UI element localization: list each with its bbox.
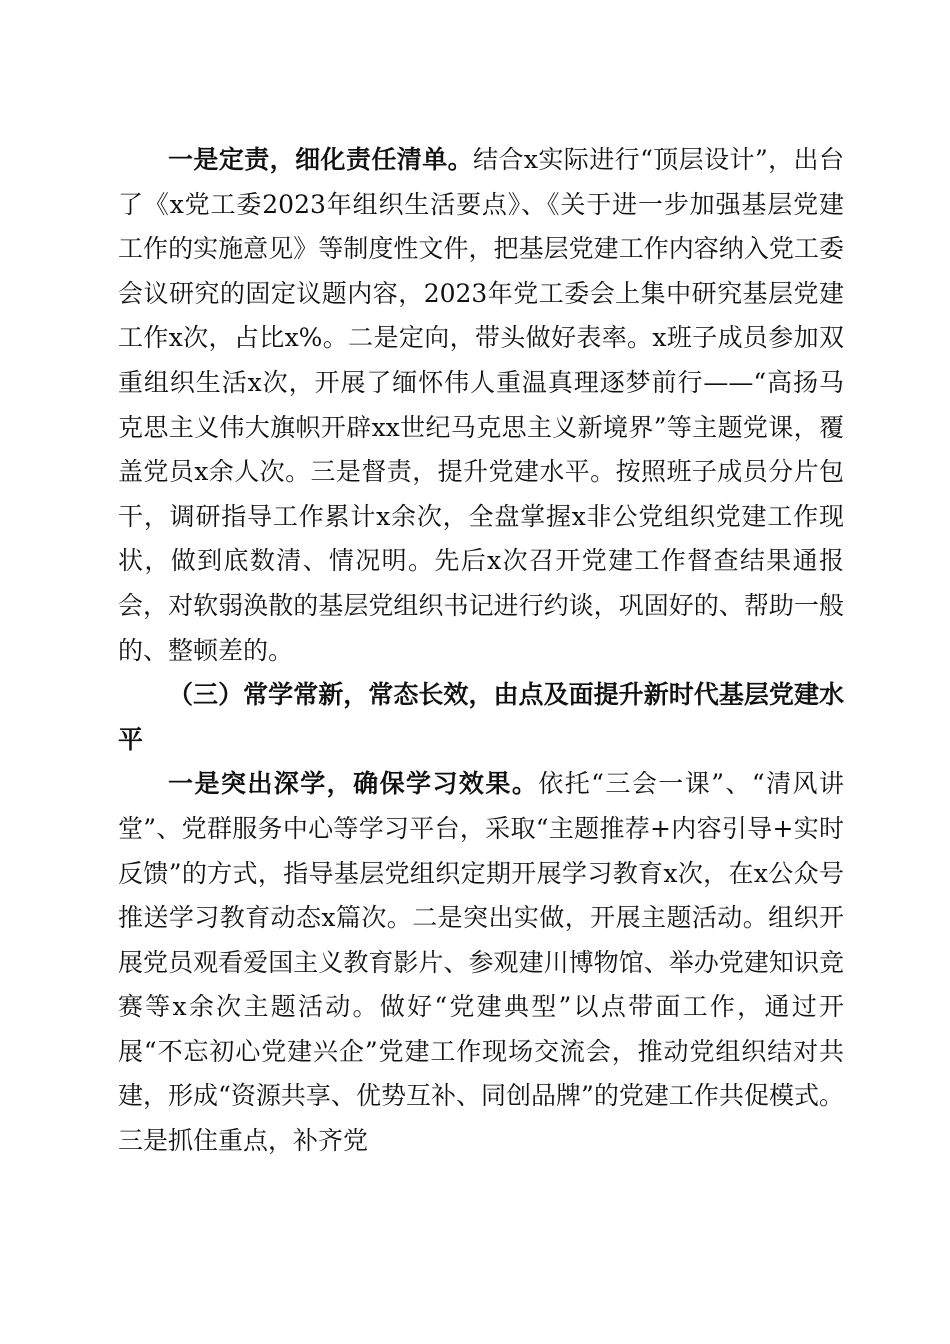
paragraph-lead: 一是突出深学，确保学习效果。 <box>168 769 539 799</box>
paragraph-study <box>118 762 844 1163</box>
paragraph-lead: 一是定责，细化责任清单。 <box>168 145 474 174</box>
section-heading: （三）常学常新，常态长效，由点及面提升新时代基层党建水平 <box>118 680 844 754</box>
paragraph-text: 依托“三会一课”、“清风讲堂”、党群服务中心等学习平台，采取“主题推荐+内容引导+实时反馈”的方式，指导基层党组织定期开展学习教育x次，在x公众号推送学习教育动态x篇次。二是突出实做，开展主题活动。组织开展党员观看爱国主义教育影片、参观建川博物馆、举办党建知识竞赛等x余次主题活动。做好“党建典型”以点带面工作，通过开展“不忘初心党建兴企”党建工作现场交流会，推动党组织结对共建，形成“资源共享、优势互补、同创品牌”的党建工作共促模式。三是抓住重点，补齐党 <box>118 769 844 1156</box>
paragraph-responsibility <box>118 138 844 673</box>
document-body <box>118 138 844 1164</box>
paragraph-text: 结合x实际进行“顶层设计”，出台了《x党工委2023年组织生活要点》、《关于进一步加强基层党建工作的实施意见》等制度性文件，把基层党建工作内容纳入党工委会议研究的固定议题内容，2023年党工委会上集中研究基层党建工作x次，占比x%。二是定向，带头做好表率。x班子成员参加双重组织生活x次，开展了缅怀伟人重温真理逐梦前行——“高扬马克思主义伟大旗帜开辟xx世纪马克思主义新境界”等主题党课，覆盖党员x余人次。三是督责，提升党建水平。按照班子成员分片包干，调研指导工作累计x余次，全盘掌握x非公党组织党建工作现状，做到底数清、情况明。先后x次召开党建工作督查结果通报会，对软弱涣散的基层党组织书记进行约谈，巩固好的、帮助一般的、整顿差的。 <box>118 145 844 665</box>
